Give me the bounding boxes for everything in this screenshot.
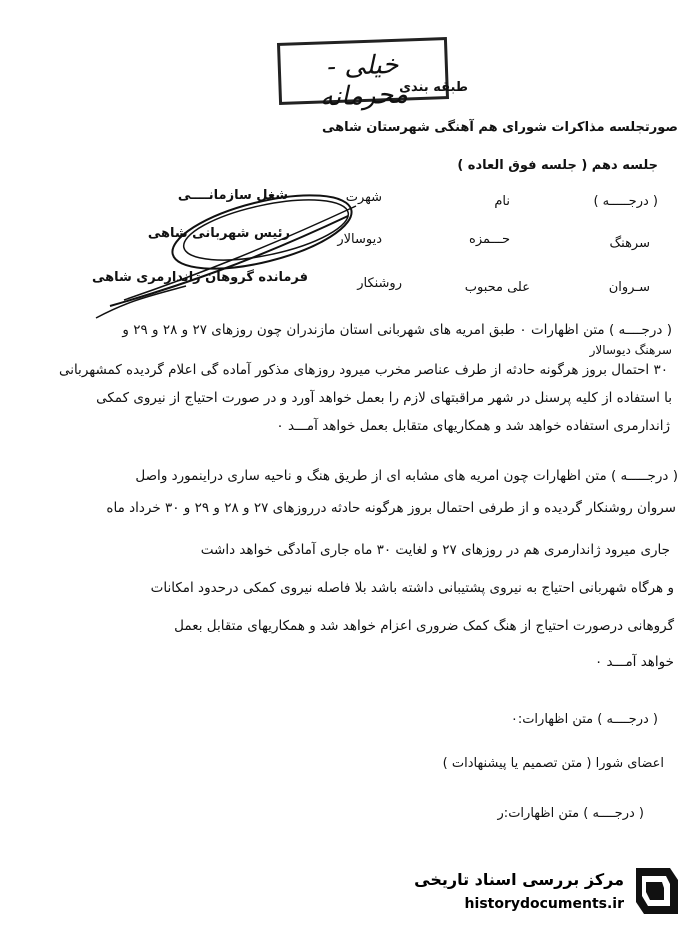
watermark-title: مرکز بررسی اسناد تاریخی xyxy=(414,870,624,889)
members-header-surname: شهرت xyxy=(345,190,382,205)
member-1-name: حـــمزه xyxy=(469,232,510,247)
members-header-position: شغل سازمانــــی xyxy=(177,188,288,203)
footer-council-decision: اعضای شورا ( متن تصمیم یا پیشنهادات ) xyxy=(442,756,664,771)
watermark-url: historydocuments.ir xyxy=(464,896,624,912)
stamp-text: خیلی - محرمانه xyxy=(319,49,409,113)
para1-line-1: ( درجــــه ) متن اظهارات ۰ طبق امریه های شهربانی استان مازندران چون روزهای ۲۷ و ۲۸ و ۲۹ و xyxy=(122,322,672,338)
members-header-name: نام xyxy=(494,194,510,209)
para2-line-6: خواهد آمـــد ۰ xyxy=(594,654,674,670)
member-2-rank: سـروان xyxy=(608,280,650,295)
watermark xyxy=(410,856,690,926)
para2-line-3: جاری میرود ژاندارمری هم در روزهای ۲۷ و لغایت ۳۰ ماه جاری آمادگی خواهد داشت xyxy=(200,542,670,558)
para1-speaker: سرهنگ دیوسالار xyxy=(589,343,672,357)
para2-line-5: گروهانی درصورت احتیاج از هنگ کمک ضروری اعزام خواهد شد و همکاریهای متقابل بعمل xyxy=(174,618,674,634)
member-2-surname: روشنکار xyxy=(357,276,402,291)
member-2-name: علی محبوب xyxy=(464,280,530,295)
para2-line-1: ( درجـــــه ) متن اظهارات چون امریه های مشابه ای از طریق هنگ و ناحیه ساری دراینمورد واصل xyxy=(135,468,678,484)
members-header-rank: ( درجـــــه ) xyxy=(593,194,658,209)
session-label: جلسه دهم ( جلسه فوق العاده ) xyxy=(457,158,658,173)
classification-label: طبقه بندی xyxy=(399,80,468,95)
para1-line-3: با استفاده از کلیه پرسنل در شهر مراقبتهای لازم را بعمل خواهد آورد و در صورت احتیاج از نیروی کمکی xyxy=(96,390,672,406)
para1-line-2: ۳۰ احتمال بروز هرگونه حادثه از طرف عناصر مخرب میرود روزهای مذکور آماده گی اعلام گردیده کمشهربانی xyxy=(58,362,668,378)
member-2-position: فرمانده گروهان ژاندارمری شاهی xyxy=(91,270,308,285)
para2-line-4: و هرگاه شهربانی احتیاج به نیروی پشتیبانی داشته باشد بلا فاصله نیروی کمکی درحدود امکانات xyxy=(150,580,674,596)
footer-statement-2: ( درجــــه ) متن اظهارات:ر xyxy=(497,806,644,821)
member-1-rank: سرهنگ xyxy=(609,236,650,251)
member-1-position: رئیس شهربانی شاهی xyxy=(147,226,290,241)
para1-line-4: ژاندارمری استفاده خواهد شد و همکاریهای متقابل بعمل خواهد آمـــد ۰ xyxy=(276,418,670,434)
footer-statement-1: ( درجــــه ) متن اظهارات:۰ xyxy=(510,712,658,727)
member-1-surname: دیوسالار xyxy=(337,232,382,247)
archive-logo-icon xyxy=(630,862,684,920)
para2-line-2: سروان روشنکار گردیده و از طرفی احتمال بروز هرگونه حادثه درروزهای ۲۷ و ۲۸ و ۲۹ و ۳۰ خرداد ماه xyxy=(106,500,676,516)
document-title: صورتجلسه مذاکرات شورای هم آهنگی شهرستان شاهی xyxy=(321,120,678,135)
